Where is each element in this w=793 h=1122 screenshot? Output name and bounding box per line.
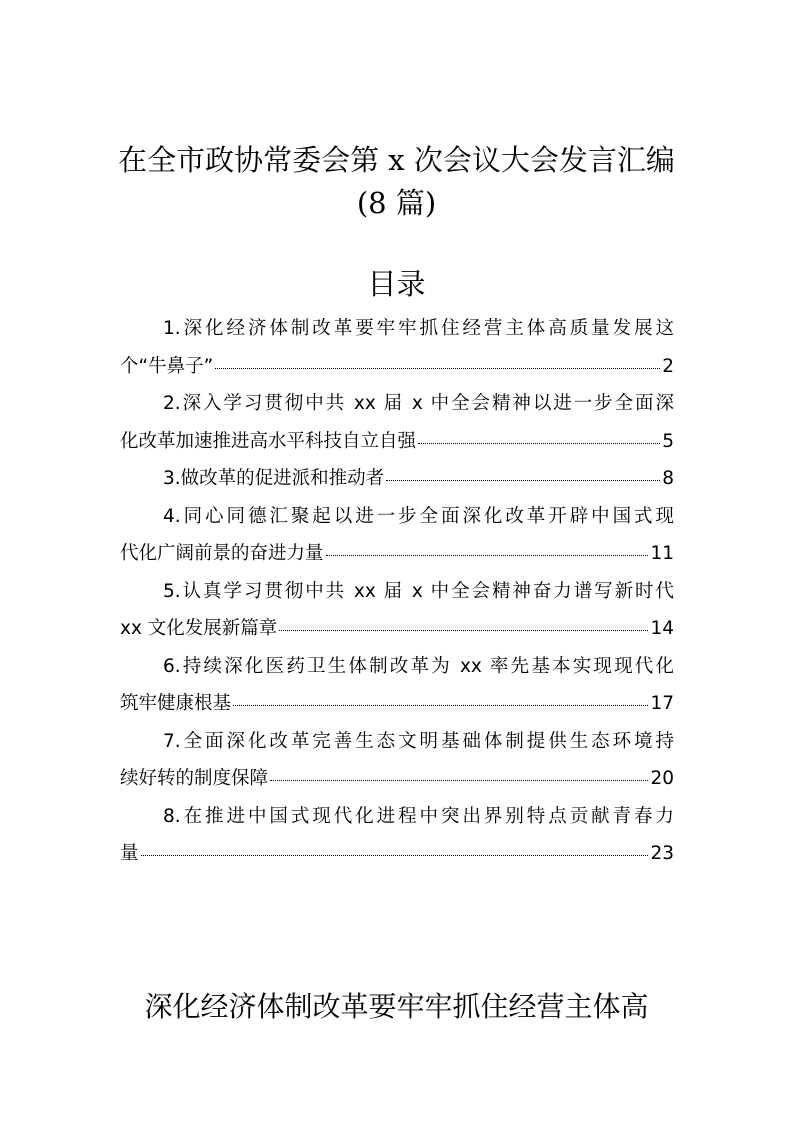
document-title-line2: (8 篇): [356, 186, 437, 220]
toc-entry[interactable]: [120, 648, 674, 723]
toc-entry-title-line2: 个“牛鼻子”: [120, 355, 214, 377]
toc-page-number: 20: [650, 768, 674, 789]
toc-dot-leader: [141, 841, 649, 860]
toc-entry-title-line2: 续好转的制度保障: [120, 768, 269, 789]
document-title-line1: 在全市政协常委会第 x 次会议大会发言汇编: [118, 143, 675, 177]
toc-entry-title-line1: 1.深化经济体制改革要牢牢抓住经营主体高质量发展这: [163, 318, 674, 339]
toc-entry-title-line1: 2.深入学习贯彻中共 xx 届 x 中全会精神以进一步全面深: [163, 393, 674, 414]
toc-entry[interactable]: [120, 385, 674, 460]
toc-page-number: 11: [650, 543, 674, 564]
toc-entry-title-line1: 4.同心同德汇聚起以进一步全面深化改革开辟中国式现: [163, 505, 674, 527]
toc-page-number: 2: [662, 355, 674, 377]
toc-dot-leader: [418, 428, 660, 447]
toc-dot-leader: [386, 466, 660, 485]
toc-dot-leader: [233, 691, 648, 710]
toc-dot-leader: [215, 353, 660, 372]
toc-entry-title-line2: 筑牢健康根基: [120, 693, 232, 714]
toc-page-number: 5: [662, 430, 674, 452]
table-of-contents: [120, 310, 674, 873]
toc-entry-title-line1: 7.全面深化改革完善生态文明基础体制提供生态环境持: [163, 730, 674, 752]
toc-dot-leader: [326, 541, 649, 560]
toc-entry[interactable]: [120, 573, 674, 648]
toc-entry-row: [120, 610, 674, 648]
section-heading: 深化经济体制改革要牢牢抓住经营主体高: [144, 990, 649, 1023]
toc-dot-leader: [270, 766, 648, 785]
toc-entry-row: [120, 835, 674, 873]
toc-entry-title-line1: 6.持续深化医药卫生体制改革为 xx 率先基本实现现代化: [163, 655, 674, 677]
toc-entry-row: [120, 460, 674, 498]
toc-entry-title-line2: 化改革加速推进高水平科技自立自强: [120, 430, 417, 452]
toc-entry[interactable]: [120, 723, 674, 798]
toc-entry-title-line1: 5.认真学习贯彻中共 xx 届 x 中全会精神奋力谱写新时代: [163, 580, 674, 602]
toc-entry-title-line2: 量: [120, 843, 139, 864]
toc-entry-row: [120, 348, 674, 386]
toc-page-number: 23: [650, 843, 674, 864]
toc-entry-title-line2: 代化广阔前景的奋进力量: [120, 543, 324, 564]
toc-page-number: 14: [650, 618, 674, 639]
toc-entry[interactable]: [120, 498, 674, 573]
toc-entry-title-line1: 8.在推进中国式现代化进程中突出界别特点贡献青春力: [163, 805, 674, 827]
toc-heading: 目录: [367, 267, 426, 301]
toc-entry-row: [120, 760, 674, 798]
toc-entry[interactable]: [120, 310, 674, 385]
toc-entry[interactable]: [120, 460, 674, 498]
toc-page-number: 17: [650, 693, 674, 714]
toc-entry-row: [120, 423, 674, 461]
toc-entry-row: [120, 685, 674, 723]
toc-dot-leader: [279, 616, 648, 635]
toc-entry-title-line2: 3.做改革的促进派和推动者: [163, 468, 385, 489]
toc-entry[interactable]: [120, 798, 674, 873]
toc-entry-title-line2: xx 文化发展新篇章: [120, 618, 278, 639]
toc-entry-row: [120, 535, 674, 573]
toc-page-number: 8: [662, 468, 674, 489]
